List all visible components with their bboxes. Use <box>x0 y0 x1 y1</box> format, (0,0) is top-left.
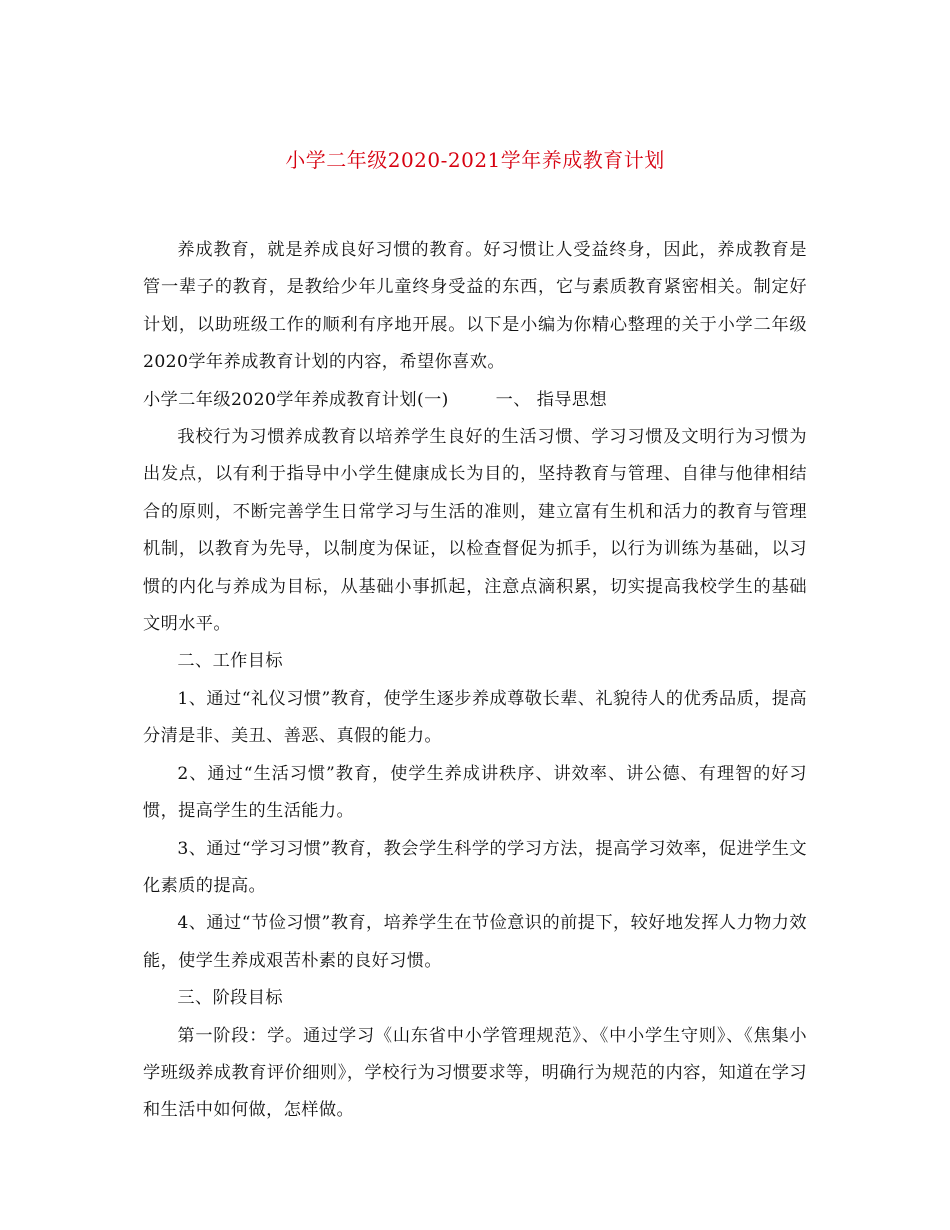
goal-paragraph-1: 1、通过“礼仪习惯”教育，使学生逐步养成尊敬长辈、礼貌待人的优秀品质，提高分清是非、美丑、善恶、真假的能力。 <box>143 688 807 747</box>
goal-paragraph-2: 2、通过“生活习惯”教育，使学生养成讲秩序、讲效率、讲公德、有理智的好习惯，提高学生的生活能力。 <box>143 763 807 822</box>
section-heading-stage-goals: 三、阶段目标 <box>177 988 283 1009</box>
document-title: 小学二年级2020-2021学年养成教育计划 <box>285 148 665 172</box>
document-body <box>143 232 807 1130</box>
goal-paragraph-3: 3、通过“学习习惯”教育，教会学生科学的学习方法，提高学习效率，促进学生文化素质的提高。 <box>143 838 807 896</box>
section-heading-work-goals: 二、工作目标 <box>177 651 283 672</box>
goal-paragraph-4: 4、通过“节俭习惯”教育，培养学生在节俭意识的前提下，较好地发挥人力物力效能，使学生养成艰苦朴素的良好习惯。 <box>143 913 807 971</box>
guiding-thought-paragraph: 我校行为习惯养成教育以培养学生良好的生活习惯、学习习惯及文明行为习惯为出发点，以有利于指导中小学生健康成长为目的，坚持教育与管理、自律与他律相结合的原则，不断完善学生日常学习与生活的准则，建立富有生机和活力的教育与管理机制，以教育为先导，以制度为保证，以检查督促为抓手，以行为训练为基础，以习惯的内化与养成为目标，从基础小事抓起，注意点滴积累，切实提高我校学生的基础文明水平。 <box>143 427 807 635</box>
stage-1-paragraph: 第一阶段：学。通过学习《山东省中小学管理规范》、《中小学生守则》、《焦集小学班级养成教育评价细则》，学校行为习惯要求等，明确行为规范的内容，知道在学习和生活中如何做，怎样做。 <box>143 1025 807 1121</box>
intro-paragraph: 养成教育，就是养成良好习惯的教育。好习惯让人受益终身，因此，养成教育是管一辈子的教育，是教给少年儿童终身受益的东西，它与素质教育紧密相关。制定好计划，以助班级工作的顺利有序地开展。以下是小编为你精心整理的关于小学二年级2020学年养成教育计划的内容，希望你喜欢。 <box>143 240 807 373</box>
plan-heading: 小学二年级2020学年养成教育计划(一) 一、 指导思想 <box>143 389 608 410</box>
